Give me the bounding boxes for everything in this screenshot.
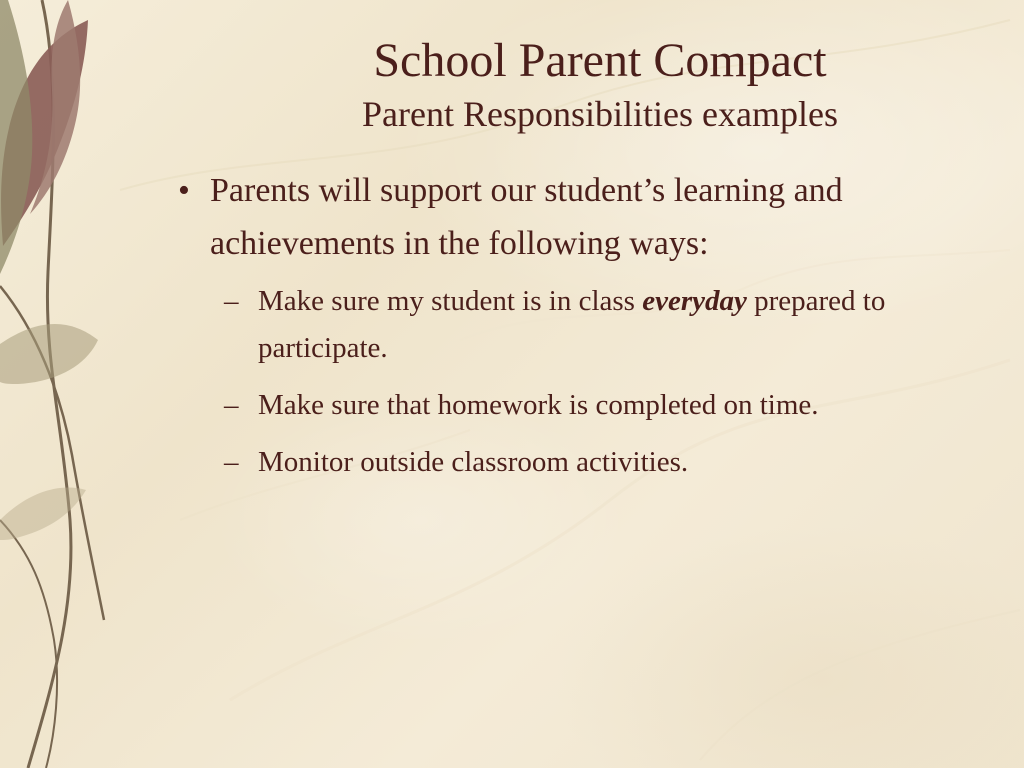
main-bullet: • Parents will support our student’s learning and achievements in the following ways: bbox=[178, 164, 1000, 270]
leaf-icon bbox=[0, 488, 86, 540]
leaf-decoration bbox=[0, 0, 140, 768]
leaf-icon bbox=[0, 324, 98, 384]
sub-bullet-1 bbox=[224, 278, 944, 372]
leaf-icon bbox=[30, 0, 80, 214]
sub-bullet-1-after: prepared to participate. bbox=[258, 285, 886, 364]
sub-bullet-1-before: Make sure my student is in class bbox=[258, 285, 643, 317]
leaf-icon bbox=[0, 0, 32, 274]
stem-main-icon bbox=[28, 0, 71, 768]
stem-branch-icon bbox=[0, 286, 104, 620]
stem-lower-icon bbox=[0, 520, 57, 768]
sub-bullet-3: – Monitor outside classroom activities. bbox=[224, 439, 944, 486]
leaf-icon bbox=[1, 20, 88, 246]
slide-content bbox=[160, 34, 980, 496]
sub-bullet-1-emphasis: everyday bbox=[642, 285, 747, 317]
slide-title: School Parent Compact bbox=[373, 34, 827, 87]
sub-bullet-list bbox=[224, 278, 944, 486]
sub-bullet-2: – Make sure that homework is completed on time. bbox=[224, 382, 944, 429]
slide-subtitle: Parent Responsibilities examples bbox=[362, 94, 838, 134]
title-block bbox=[200, 34, 1000, 136]
